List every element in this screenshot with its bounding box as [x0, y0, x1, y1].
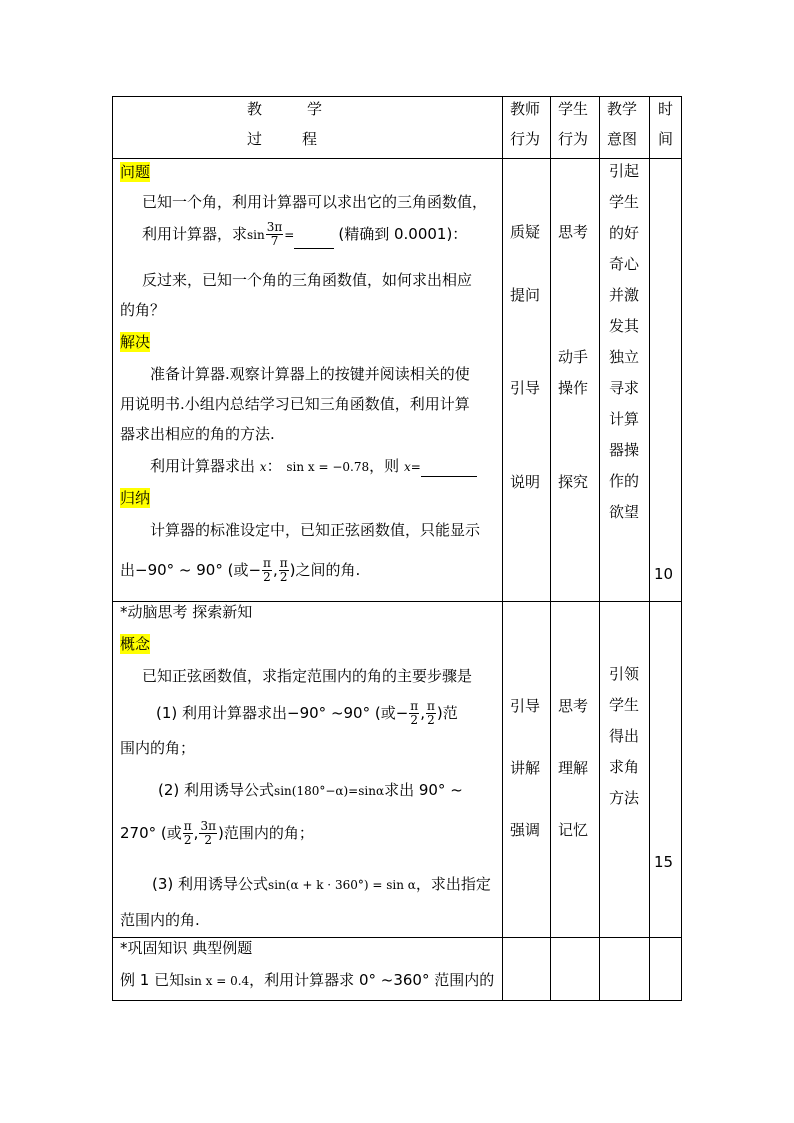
student-action: 记忆 — [558, 821, 589, 839]
teacher-action: 质疑 — [510, 223, 541, 241]
intent-column: 引起 学生 的好 奇心 并激 发其 独立 寻求 计算 器操 作的 欲望 — [608, 162, 639, 521]
intent-column: 引领 学生 得出 求角 方法 — [608, 665, 639, 807]
text-line: 器求出相应的角的方法. — [120, 425, 275, 443]
example-1: 例 1 已知sin x = 0.4，利用计算器求 0° ~360° 范围内的 — [120, 971, 495, 989]
header-process-char: 程 — [302, 130, 318, 148]
fraction-3pi-7: $\frac{3\pi}{7}$ — [266, 220, 283, 248]
lesson-plan-table — [112, 96, 682, 1001]
step-2-range: 270° (或 $\frac{\pi}{2}$ , $\frac{3\pi}{2}$ )范围内的角； — [120, 819, 314, 847]
table-border-right — [681, 96, 682, 1001]
text-line-sin-question: 利用计算器，求sin $\frac{3\pi}{7}$ = (精确到 0.0001)： — [142, 220, 468, 248]
text-line: 围内的角； — [120, 739, 196, 757]
text-line: 准备计算器.观察计算器上的按键并阅读相关的使 — [150, 365, 470, 383]
text-line-range: 出−90° ~ 90° (或− $\frac{\pi}{2}$ , $\frac{\pi}{2}$ )之间的角. — [120, 556, 361, 584]
text-line: 的角？ — [120, 301, 166, 319]
label-gainian: 概念 — [120, 635, 151, 653]
header-intent: 意图 — [607, 130, 638, 148]
column-divider — [550, 96, 551, 1001]
header-time: 间 — [658, 130, 674, 148]
student-action: 理解 — [558, 759, 589, 777]
header-time: 时 — [658, 100, 674, 118]
header-teacher: 行为 — [510, 130, 541, 148]
table-border-bottom — [112, 1000, 682, 1001]
text-line: 计算器的标准设定中，已知正弦函数值，只能显示 — [150, 521, 481, 539]
fraction-pi-2: $\frac{\pi}{2}$ — [263, 556, 271, 584]
teacher-action: 提问 — [510, 286, 541, 304]
table-border-left — [112, 96, 113, 1001]
teacher-action: 说明 — [510, 473, 541, 491]
label-jiejue: 解决 — [120, 333, 151, 351]
column-divider — [649, 96, 650, 1001]
row-divider — [112, 158, 682, 159]
header-intent: 教学 — [607, 100, 638, 118]
time-value: 15 — [654, 853, 674, 871]
header-process-char: 学 — [307, 100, 323, 118]
section-title: *动脑思考 探索新知 — [120, 603, 253, 621]
step-1: (1) 利用计算器求出−90° ~90° (或− $\frac{\pi}{2}$ , $\frac{\pi}{2}$ )范 — [156, 699, 458, 727]
header-process-char: 过 — [247, 130, 263, 148]
section-title: *巩固知识 典型例题 — [120, 939, 253, 957]
answer-blank — [294, 232, 334, 249]
text-line: 反过来，已知一个角的三角函数值，如何求出相应 — [142, 271, 473, 289]
header-teacher: 教师 — [510, 100, 541, 118]
teacher-action: 引导 — [510, 697, 541, 715]
fraction-pi-2: $\frac{\pi}{2}$ — [279, 556, 288, 584]
fraction-pi-2: $\frac{\pi}{2}$ — [426, 699, 435, 727]
time-value: 10 — [654, 565, 674, 583]
student-action: 思考 — [558, 697, 589, 715]
text-line: 已知正弦函数值，求指定范围内的角的主要步骤是 — [142, 667, 473, 685]
header-process-char: 教 — [247, 100, 263, 118]
student-action: 思考 — [558, 223, 589, 241]
teacher-action: 讲解 — [510, 759, 541, 777]
fraction-3pi-2: $\frac{3\pi}{2}$ — [200, 819, 216, 847]
student-action: 探究 — [558, 473, 589, 491]
label-guina: 归纳 — [120, 489, 151, 507]
answer-blank — [421, 460, 477, 477]
step-3: (3) 利用诱导公式sin(α + k · 360°) = sin α，求出指定 — [152, 875, 491, 893]
column-divider — [502, 96, 503, 1001]
step-2: (2) 利用诱导公式sin(180°−α)=sinα求出 90° ~ — [158, 781, 463, 799]
teacher-action: 引导 — [510, 379, 541, 397]
fraction-pi-2: $\frac{\pi}{2}$ — [410, 699, 419, 727]
student-action: 动手 — [558, 348, 589, 366]
table-border-top — [112, 96, 682, 97]
header-student: 学生 — [558, 100, 589, 118]
column-divider — [599, 96, 600, 1001]
text-line: 已知一个角，利用计算器可以求出它的三角函数值， — [142, 193, 488, 211]
label-wenti: 问题 — [120, 163, 151, 181]
header-student: 行为 — [558, 130, 589, 148]
text-line-calc-x: 利用计算器求出 x： sin x = −0.78，则 x= — [150, 456, 477, 477]
fraction-pi-2: $\frac{\pi}{2}$ — [183, 819, 192, 847]
student-action: 操作 — [558, 379, 589, 397]
teacher-action: 强调 — [510, 821, 541, 839]
text-line: 用说明书.小组内总结学习已知三角函数值，利用计算 — [120, 395, 470, 413]
text-line: 范围内的角. — [120, 911, 200, 929]
